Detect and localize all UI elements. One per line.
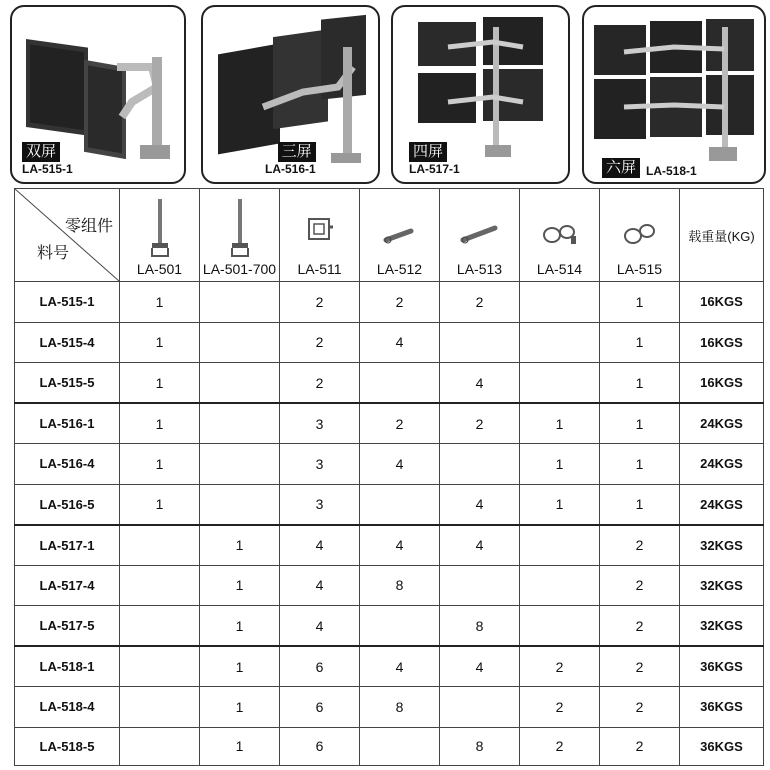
quantity-cell — [440, 444, 520, 485]
quantity-cell: 2 — [600, 606, 680, 647]
table-row — [15, 282, 764, 323]
quantity-cell — [440, 687, 520, 728]
quantity-cell: 1 — [600, 282, 680, 323]
quantity-cell — [520, 363, 600, 404]
part-label: LA-501 — [136, 261, 183, 277]
quantity-cell — [520, 282, 600, 323]
quantity-cell — [520, 322, 600, 363]
quantity-cell — [360, 727, 440, 765]
model-number-cell: LA-517-1 — [15, 525, 120, 566]
quantity-cell: 1 — [600, 484, 680, 525]
double-joint-icon — [623, 221, 657, 247]
part-header-la-513 — [440, 189, 520, 282]
quantity-cell — [200, 403, 280, 444]
quantity-cell: 2 — [600, 565, 680, 606]
product-cards — [0, 0, 770, 185]
load-capacity-cell: 16KGS — [680, 282, 764, 323]
quantity-cell: 4 — [440, 525, 520, 566]
quantity-cell — [120, 525, 200, 566]
product-card-dual — [10, 5, 186, 184]
product-card-triple — [201, 5, 380, 184]
model-number-cell: LA-517-5 — [15, 606, 120, 647]
vesa-plate-icon — [305, 213, 335, 243]
model-number-cell: LA-515-4 — [15, 322, 120, 363]
quantity-cell: 1 — [120, 444, 200, 485]
product-zh-label: 双屏 — [22, 142, 60, 162]
quantity-cell: 4 — [440, 484, 520, 525]
quantity-cell: 3 — [280, 484, 360, 525]
quantity-cell: 1 — [200, 606, 280, 647]
table-body — [15, 282, 764, 766]
quantity-cell — [200, 444, 280, 485]
quantity-cell: 1 — [600, 322, 680, 363]
table-row — [15, 606, 764, 647]
quantity-cell: 1 — [520, 484, 600, 525]
quantity-cell: 6 — [280, 727, 360, 765]
part-label: LA-511 — [297, 261, 342, 277]
quantity-cell: 1 — [200, 525, 280, 566]
product-caption — [22, 142, 73, 176]
quantity-cell: 2 — [520, 646, 600, 687]
quantity-cell — [120, 565, 200, 606]
load-capacity-header: 载重量(KG) — [680, 189, 764, 282]
model-number-cell: LA-515-5 — [15, 363, 120, 404]
quantity-cell: 3 — [280, 444, 360, 485]
part-label: LA-512 — [376, 261, 423, 277]
quantity-cell: 1 — [200, 727, 280, 765]
part-label: LA-515 — [616, 261, 663, 277]
quantity-cell — [120, 687, 200, 728]
quantity-cell: 8 — [360, 687, 440, 728]
product-card-quad — [391, 5, 570, 184]
part-label: LA-501-700 — [202, 261, 277, 277]
table-row — [15, 565, 764, 606]
table-row — [15, 727, 764, 765]
product-card-six — [582, 5, 766, 184]
long-pole-clamp-icon — [229, 199, 251, 257]
model-number-cell: LA-515-1 — [15, 282, 120, 323]
load-capacity-cell: 32KGS — [680, 525, 764, 566]
table-row — [15, 484, 764, 525]
load-capacity-cell: 24KGS — [680, 484, 764, 525]
quantity-cell — [120, 606, 200, 647]
product-zh-label: 四屏 — [409, 142, 447, 162]
load-capacity-cell: 32KGS — [680, 565, 764, 606]
quantity-cell: 1 — [200, 687, 280, 728]
part-label: LA-514 — [536, 261, 583, 277]
quantity-cell: 1 — [120, 282, 200, 323]
part-header-la-514 — [520, 189, 600, 282]
quantity-cell: 1 — [120, 363, 200, 404]
quantity-cell: 4 — [360, 444, 440, 485]
quantity-cell: 2 — [440, 282, 520, 323]
model-number-cell: LA-518-5 — [15, 727, 120, 765]
part-header-la-512 — [360, 189, 440, 282]
load-capacity-cell: 32KGS — [680, 606, 764, 647]
quantity-cell: 6 — [280, 687, 360, 728]
quantity-cell: 2 — [440, 403, 520, 444]
quantity-cell: 8 — [440, 727, 520, 765]
quantity-cell: 4 — [280, 606, 360, 647]
parts-table — [14, 188, 764, 766]
quantity-cell — [520, 565, 600, 606]
quantity-cell — [360, 363, 440, 404]
quantity-cell: 1 — [520, 403, 600, 444]
quantity-cell — [520, 525, 600, 566]
quantity-cell: 4 — [440, 363, 520, 404]
quantity-cell: 8 — [360, 565, 440, 606]
table-row — [15, 444, 764, 485]
quantity-cell — [200, 282, 280, 323]
quantity-cell — [440, 322, 520, 363]
quantity-cell: 2 — [600, 525, 680, 566]
load-capacity-cell: 36KGS — [680, 727, 764, 765]
quantity-cell: 1 — [600, 444, 680, 485]
product-code: LA-517-1 — [409, 162, 460, 176]
quantity-cell: 4 — [440, 646, 520, 687]
part-header-la-511 — [280, 189, 360, 282]
product-zh-label: 六屏 — [602, 158, 640, 178]
quantity-cell: 2 — [280, 363, 360, 404]
quantity-cell: 1 — [120, 322, 200, 363]
product-caption — [602, 158, 697, 178]
model-number-cell: LA-516-5 — [15, 484, 120, 525]
quantity-cell: 1 — [520, 444, 600, 485]
model-number-cell: LA-516-1 — [15, 403, 120, 444]
quantity-cell: 2 — [600, 646, 680, 687]
quantity-cell — [120, 646, 200, 687]
product-zh-label: 三屏 — [278, 142, 316, 162]
load-capacity-cell: 24KGS — [680, 403, 764, 444]
quantity-cell: 4 — [280, 525, 360, 566]
part-label: LA-513 — [456, 261, 503, 277]
quantity-cell: 2 — [280, 322, 360, 363]
six-monitor-image — [584, 7, 764, 182]
model-number-cell: LA-518-1 — [15, 646, 120, 687]
quantity-cell: 3 — [280, 403, 360, 444]
load-capacity-cell: 16KGS — [680, 322, 764, 363]
model-number-cell: LA-517-4 — [15, 565, 120, 606]
quantity-cell: 2 — [600, 727, 680, 765]
quantity-cell: 4 — [360, 646, 440, 687]
quantity-cell — [520, 606, 600, 647]
part-number-label: 料号 — [37, 245, 70, 262]
quantity-cell: 2 — [280, 282, 360, 323]
table-row — [15, 687, 764, 728]
table-row — [15, 525, 764, 566]
joint-connector-icon — [542, 221, 578, 247]
table-row — [15, 403, 764, 444]
components-label: 零组件 — [64, 218, 113, 235]
table-row — [15, 322, 764, 363]
quantity-cell: 1 — [200, 565, 280, 606]
quantity-cell: 2 — [600, 687, 680, 728]
product-code: LA-518-1 — [646, 164, 697, 178]
quantity-cell: 1 — [200, 646, 280, 687]
model-number-cell: LA-518-4 — [15, 687, 120, 728]
part-header-la-501-700 — [200, 189, 280, 282]
quantity-cell: 4 — [360, 525, 440, 566]
quantity-cell — [200, 322, 280, 363]
quantity-cell: 2 — [360, 403, 440, 444]
corner-header — [15, 189, 120, 282]
load-capacity-cell: 36KGS — [680, 646, 764, 687]
quantity-cell: 4 — [280, 565, 360, 606]
load-capacity-cell: 16KGS — [680, 363, 764, 404]
part-header-la-501 — [120, 189, 200, 282]
quantity-cell — [120, 727, 200, 765]
table-row — [15, 363, 764, 404]
quantity-cell — [360, 606, 440, 647]
quantity-cell: 1 — [120, 403, 200, 444]
long-arm-icon — [460, 223, 500, 245]
product-caption — [265, 142, 316, 176]
quantity-cell — [200, 363, 280, 404]
quantity-cell: 8 — [440, 606, 520, 647]
table-header-row — [15, 189, 764, 282]
load-capacity-cell: 24KGS — [680, 444, 764, 485]
quantity-cell — [200, 484, 280, 525]
quantity-cell: 6 — [280, 646, 360, 687]
pole-clamp-icon — [149, 199, 171, 257]
part-header-la-515 — [600, 189, 680, 282]
quantity-cell — [360, 484, 440, 525]
quantity-cell: 1 — [600, 403, 680, 444]
quantity-cell: 1 — [120, 484, 200, 525]
table-row — [15, 646, 764, 687]
quantity-cell — [440, 565, 520, 606]
quantity-cell: 2 — [360, 282, 440, 323]
quantity-cell: 4 — [360, 322, 440, 363]
quantity-cell: 1 — [600, 363, 680, 404]
quantity-cell: 2 — [520, 687, 600, 728]
load-capacity-cell: 36KGS — [680, 687, 764, 728]
product-code: LA-516-1 — [265, 162, 316, 176]
product-caption — [409, 142, 460, 176]
quantity-cell: 2 — [520, 727, 600, 765]
product-code: LA-515-1 — [22, 162, 73, 176]
model-number-cell: LA-516-4 — [15, 444, 120, 485]
short-arm-icon — [383, 225, 417, 245]
